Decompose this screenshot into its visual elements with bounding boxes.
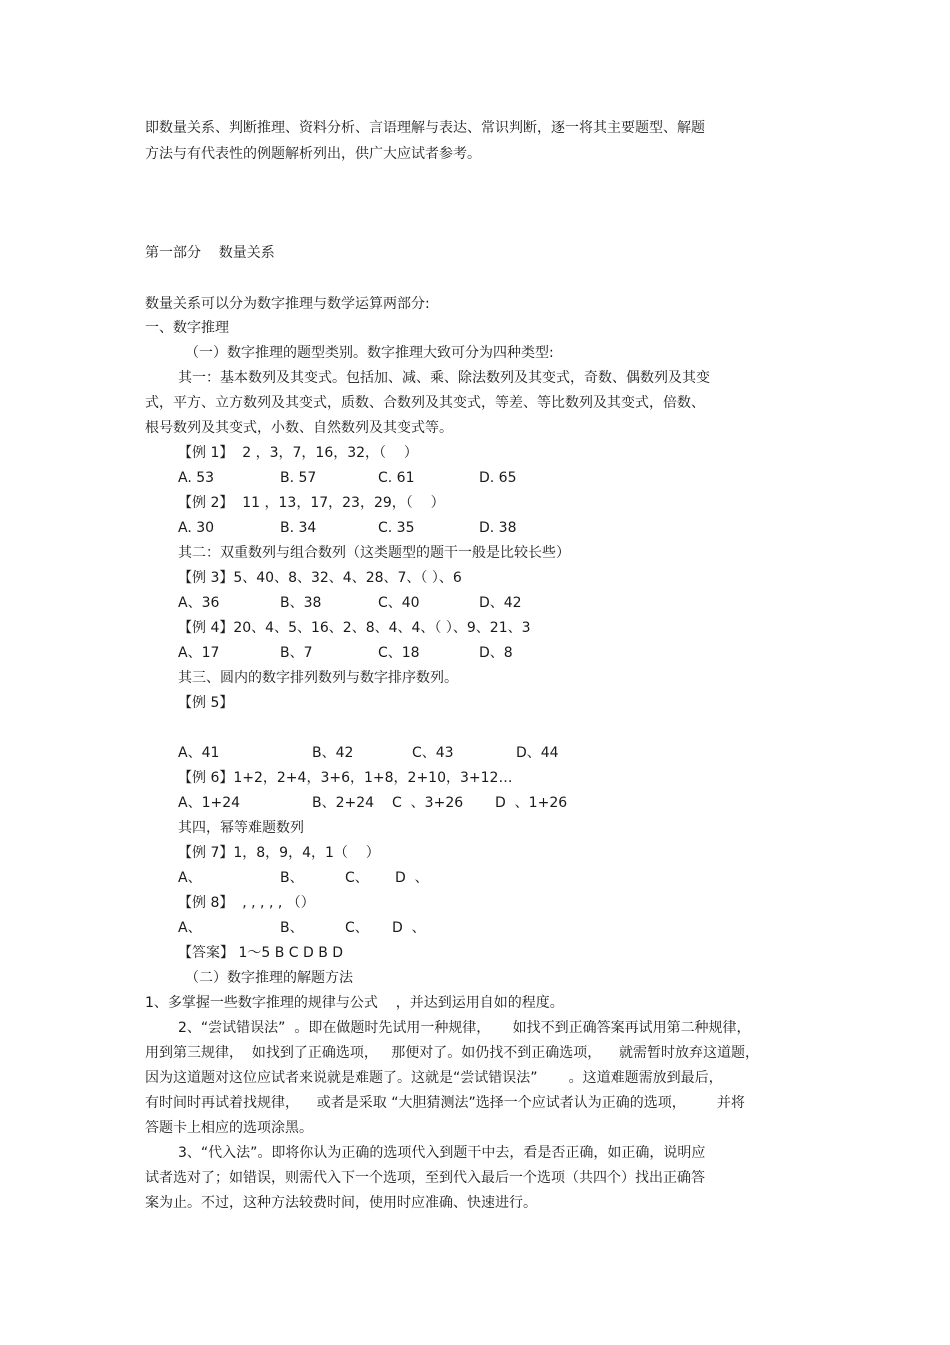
example-1-option-b: B. 57	[280, 470, 317, 486]
example-5-option-a: A、41	[178, 745, 220, 761]
example-5-option-c: C、43	[412, 745, 454, 761]
type1-line-1: 其一：基本数列及其变式。包括加、减、乘、除法数列及其变式，奇数、偶数列及其变	[178, 370, 710, 386]
example-5-option-b: B、42	[312, 745, 354, 761]
type1-line-3: 根号数列及其变式，小数、自然数列及其变式等。	[145, 420, 453, 436]
type2-heading: 其二：双重数列与组合数列（这类题型的题干一般是比较长些）	[178, 545, 570, 561]
method-1: 1、多掌握一些数字推理的规律与公式 ，并达到运用自如的程度。	[145, 995, 564, 1011]
method-3-line-3: 案为止。不过，这种方法较费时间，使用时应准确、快速进行。	[145, 1195, 537, 1211]
example-8-option-a: A、	[178, 920, 202, 936]
paragraph: 数量关系可以分为数字推理与数学运算两部分:	[145, 296, 430, 312]
example-4-option-d: D、8	[479, 645, 513, 661]
example-3-question: 【例 3】5、40、8、32、4、28、7、（ ）、6	[178, 570, 462, 586]
example-3-option-b: B、38	[280, 595, 322, 611]
type4-heading: 其四，幂等难题数列	[178, 820, 304, 836]
part-heading: 第一部分 数量关系	[145, 245, 275, 261]
example-6-option-c: C 、3+26	[392, 795, 464, 811]
example-7-option-b: B、	[280, 870, 304, 886]
example-7-option-a: A、	[178, 870, 202, 886]
method-2-line-4: 有时间时再试着找规律， 或者是采取 “大胆猜测法”选择一个应试者认为正确的选项， 并将	[145, 1095, 745, 1111]
example-4-question: 【例 4】20、4、5、16、2、8、4、4、（ ）、9、21、3	[178, 620, 531, 636]
example-5-option-d: D、44	[516, 745, 559, 761]
example-8-option-b: B、	[280, 920, 304, 936]
example-2-option-b: B. 34	[280, 520, 317, 536]
example-8-option-d: D 、	[392, 920, 426, 936]
example-3-option-a: A、36	[178, 595, 220, 611]
method-3-line-2: 试者选对了；如错误，则需代入下一个选项，至到代入最后一个选项（共四个）找出正确答	[145, 1170, 705, 1186]
method-2-line-5: 答题卡上相应的选项涂黑。	[145, 1120, 313, 1136]
example-2-option-a: A. 30	[178, 520, 215, 536]
example-6-option-b: B、2+24	[312, 795, 375, 811]
answer-key: 【答案】 1～5 B C D B D	[178, 945, 344, 961]
method-3-line-1: 3、“代入法”。即将你认为正确的选项代入到题干中去，看是否正确，如正确，说明应	[178, 1145, 706, 1161]
example-8-question: 【例 8】 , , , , , （）	[178, 895, 315, 911]
method-heading: （二）数字推理的解题方法	[185, 970, 353, 986]
section-heading: 一、数字推理	[145, 320, 229, 336]
example-3-option-d: D、42	[479, 595, 522, 611]
example-4-option-a: A、17	[178, 645, 220, 661]
example-2-option-d: D. 38	[479, 520, 517, 536]
example-1-option-c: C. 61	[378, 470, 415, 486]
type3-heading: 其三、圆内的数字排列数列与数字排序数列。	[178, 670, 458, 686]
example-6-option-a: A、1+24	[178, 795, 241, 811]
example-7-option-d: D 、	[395, 870, 429, 886]
example-2-question: 【例 2】 11 ，13，17，23，29，（ ）	[178, 495, 445, 511]
example-1-option-a: A. 53	[178, 470, 215, 486]
method-2-line-1: 2、“尝试错误法” 。即在做题时先试用一种规律， 如找不到正确答案再试用第二种规律，	[178, 1020, 751, 1036]
example-1-option-d: D. 65	[479, 470, 517, 486]
example-1-question: 【例 1】 2 ，3，7，16，32，（ ）	[178, 445, 418, 461]
example-8-option-c: C、	[345, 920, 369, 936]
example-4-option-b: B、7	[280, 645, 313, 661]
example-4-option-c: C、18	[378, 645, 420, 661]
example-7-question: 【例 7】1，8，9，4，1（ ）	[178, 845, 380, 861]
example-7-option-c: C、	[345, 870, 369, 886]
example-3-option-c: C、40	[378, 595, 420, 611]
subsection-heading: （一）数字推理的题型类别。数字推理大致可分为四种类型:	[185, 345, 554, 361]
intro-line-1: 即数量关系、判断推理、资料分析、言语理解与表达、常识判断，逐一将其主要题型、解题	[145, 120, 705, 136]
intro-line-2: 方法与有代表性的例题解析列出，供广大应试者参考。	[145, 146, 481, 162]
type1-line-2: 式，平方、立方数列及其变式，质数、合数列及其变式，等差、等比数列及其变式，倍数、	[145, 395, 705, 411]
example-5-question: 【例 5】	[178, 695, 234, 711]
example-6-option-d: D 、1+26	[495, 795, 568, 811]
method-2-line-3: 因为这道题对这位应试者来说就是难题了。这就是“尝试错误法” 。这道难题需放到最后，	[145, 1070, 723, 1086]
method-2-line-2: 用到第三规律， 如找到了正确选项， 那便对了。如仍找不到正确选项， 就需暂时放弃这道题，	[145, 1045, 760, 1061]
example-6-question: 【例 6】1+2，2+4，3+6，1+8，2+10，3+12…	[178, 770, 513, 786]
example-2-option-c: C. 35	[378, 520, 415, 536]
